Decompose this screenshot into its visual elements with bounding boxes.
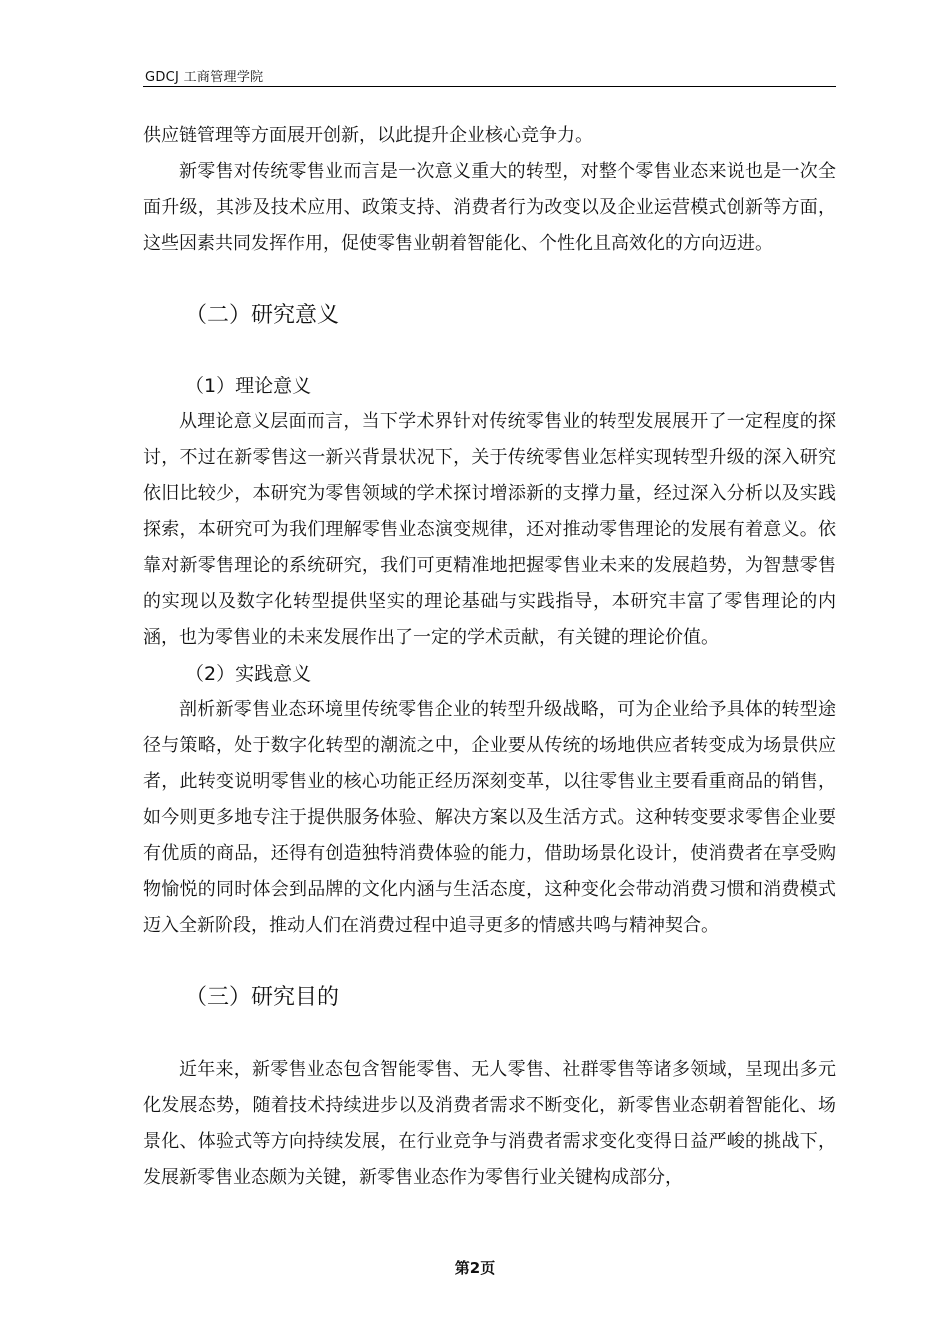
paragraph-new-retail-transformation: 新零售对传统零售业而言是一次意义重大的转型，对整个零售业态来说也是一次全面升级，其涉及技术应用、政策支持、消费者行为改变以及企业运营模式创新等方面，这些因素共同发挥作用，促使零售业朝着智能化、个性化且高效化的方向迈进。 [143,161,836,254]
page-number: 第2页 [454,1259,496,1277]
page-header [143,64,836,87]
document-body [143,118,836,1196]
paragraph-research-purpose: 近年来，新零售业态包含智能零售、无人零售、社群零售等诸多领域，呈现出多元化发展态势，随着技术持续进步以及消费者需求不断变化，新零售业态朝着智能化、场景化、体验式等方向持续发展，在行业竞争与消费者需求变化变得日益严峻的挑战下，发展新零售业态颇为关键，新零售业态作为零售行业关键构成部分， [143,1059,836,1188]
section-heading-research-significance: （二）研究意义 [185,303,340,328]
subheading-practical-significance: （2）实践意义 [185,663,312,685]
paragraph-theoretical-significance: 从理论意义层面而言，当下学术界针对传统零售业的转型发展展开了一定程度的探讨，不过在新零售这一新兴背景状况下，关于传统零售业怎样实现转型升级的深入研究依旧比较少，本研究为零售领域的学术探讨增添新的支撑力量，经过深入分析以及实践探索，本研究可为我们理解零售业态演变规律，还对推动零售理论的发展有着意义。依靠对新零售理论的系统研究，我们可更精准地把握零售业未来的发展趋势，为智慧零售的实现以及数字化转型提供坚实的理论基础与实践指导，本研究丰富了零售理论的内涵，也为零售业的未来发展作出了一定的学术贡献，有关键的理论价值。 [143,411,836,648]
subheading-theoretical-significance: （1）理论意义 [185,375,312,397]
paragraph-practical-significance: 剖析新零售业态环境里传统零售企业的转型升级战略，可为企业给予具体的转型途径与策略，处于数字化转型的潮流之中，企业要从传统的场地供应者转变成为场景供应者，此转变说明零售业的核心功能正经历深刻变革，以往零售业主要看重商品的销售，如今则更多地专注于提供服务体验、解决方案以及生活方式。这种转变要求零售企业要有优质的商品，还得有创造独特消费体验的能力，借助场景化设计，使消费者在享受购物愉悦的同时体会到品牌的文化内涵与生活态度，这种变化会带动消费习惯和消费模式迈入全新阶段，推动人们在消费过程中追寻更多的情感共鸣与精神契合。 [143,699,836,936]
paragraph-supply-chain: 供应链管理等方面展开创新，以此提升企业核心竞争力。 [143,125,593,146]
section-heading-research-purpose: （三）研究目的 [185,985,340,1010]
header-title: GDCJ 工商管理学院 [145,70,264,85]
